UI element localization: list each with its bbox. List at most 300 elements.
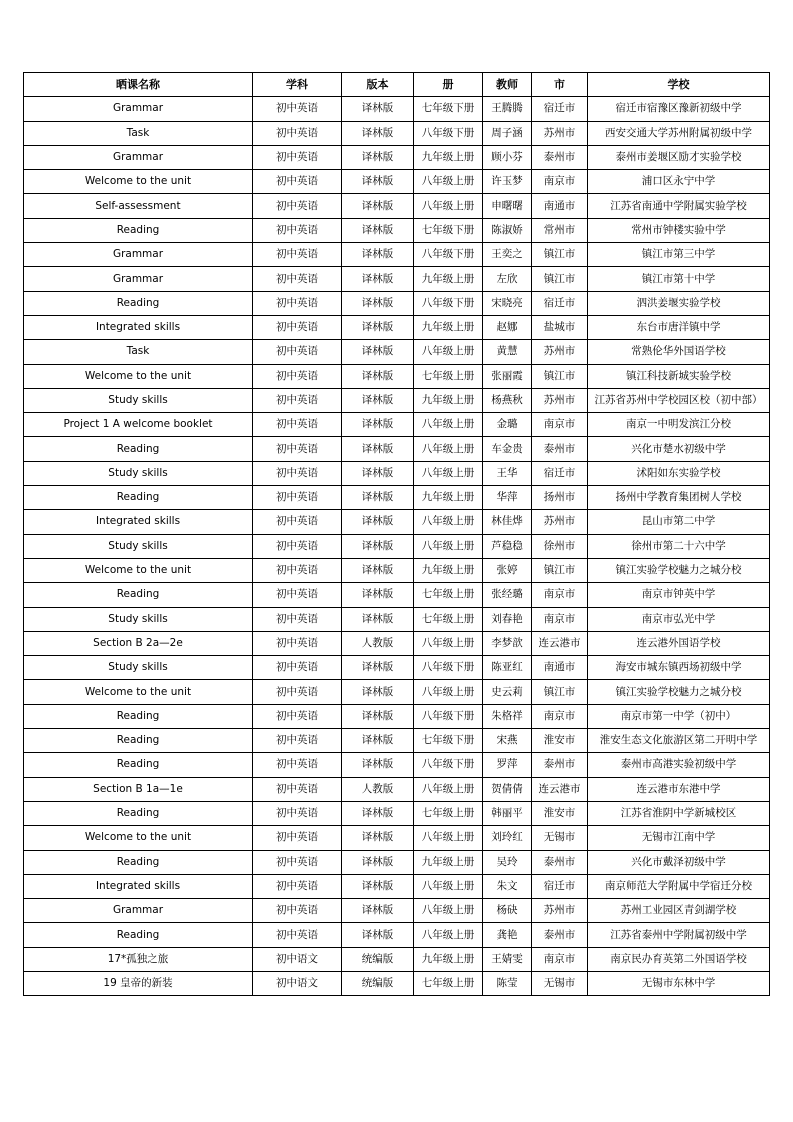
header-edition: 版本 [342,73,414,97]
cell-school: 兴化市戴泽初级中学 [588,850,770,874]
cell-teacher: 杨砄 [483,899,532,923]
cell-school: 江苏省泰州中学附属初级中学 [588,923,770,947]
cell-volume: 八年级上册 [414,437,483,461]
cell-volume: 八年级上册 [414,826,483,850]
cell-subject: 初中英语 [253,291,342,315]
cell-teacher: 龚艳 [483,923,532,947]
cell-edition: 译林版 [342,704,414,728]
cell-city: 常州市 [532,218,588,242]
cell-edition: 译林版 [342,97,414,121]
header-subject: 学科 [253,73,342,97]
cell-volume: 八年级上册 [414,340,483,364]
cell-school: 南京民办育英第二外国语学校 [588,947,770,971]
table-row [24,656,770,680]
cell-lesson-name: Reading [24,704,253,728]
cell-lesson-name: Project 1 A welcome booklet [24,413,253,437]
cell-lesson-name: Grammar [24,899,253,923]
cell-lesson-name: 19 皇帝的新装 [24,971,253,995]
table-row [24,607,770,631]
cell-city: 镇江市 [532,364,588,388]
cell-city: 泰州市 [532,753,588,777]
cell-school: 江苏省苏州中学校园区校（初中部） [588,388,770,412]
cell-edition: 译林版 [342,607,414,631]
table-row [24,145,770,169]
cell-subject: 初中英语 [253,461,342,485]
cell-city: 南通市 [532,656,588,680]
cell-city: 镇江市 [532,243,588,267]
cell-teacher: 金璐 [483,413,532,437]
cell-lesson-name: Self-assessment [24,194,253,218]
table-row [24,826,770,850]
cell-subject: 初中英语 [253,729,342,753]
cell-lesson-name: Grammar [24,243,253,267]
cell-volume: 七年级上册 [414,364,483,388]
table-row [24,315,770,339]
cell-teacher: 宋晓亮 [483,291,532,315]
cell-subject: 初中英语 [253,243,342,267]
cell-school: 南京师范大学附属中学宿迁分校 [588,874,770,898]
cell-volume: 九年级上册 [414,947,483,971]
cell-edition: 译林版 [342,680,414,704]
cell-school: 镇江实验学校魅力之城分校 [588,680,770,704]
cell-school: 泰州市姜堰区励才实验学校 [588,145,770,169]
table-row [24,680,770,704]
cell-edition: 统编版 [342,947,414,971]
cell-school: 兴化市楚水初级中学 [588,437,770,461]
cell-volume: 七年级上册 [414,801,483,825]
cell-volume: 八年级上册 [414,413,483,437]
cell-city: 无锡市 [532,826,588,850]
cell-school: 无锡市江南中学 [588,826,770,850]
cell-school: 南京市第一中学（初中） [588,704,770,728]
cell-school: 南京一中明发滨江分校 [588,413,770,437]
cell-city: 淮安市 [532,729,588,753]
cell-subject: 初中英语 [253,923,342,947]
cell-edition: 译林版 [342,170,414,194]
cell-subject: 初中英语 [253,874,342,898]
cell-volume: 八年级下册 [414,243,483,267]
cell-school: 浦口区永宁中学 [588,170,770,194]
cell-lesson-name: Grammar [24,267,253,291]
cell-teacher: 林佳烨 [483,510,532,534]
header-school: 学校 [588,73,770,97]
cell-teacher: 陈淑娇 [483,218,532,242]
cell-school: 镇江市第十中学 [588,267,770,291]
cell-lesson-name: Study skills [24,461,253,485]
cell-subject: 初中语文 [253,971,342,995]
cell-lesson-name: Reading [24,583,253,607]
cell-teacher: 周子涵 [483,121,532,145]
cell-edition: 译林版 [342,218,414,242]
table-row [24,801,770,825]
cell-volume: 九年级上册 [414,315,483,339]
cell-edition: 译林版 [342,243,414,267]
cell-volume: 八年级上册 [414,899,483,923]
cell-lesson-name: Reading [24,437,253,461]
cell-edition: 译林版 [342,899,414,923]
table-row [24,291,770,315]
cell-lesson-name: Reading [24,218,253,242]
cell-subject: 初中英语 [253,680,342,704]
cell-lesson-name: Integrated skills [24,315,253,339]
cell-city: 淮安市 [532,801,588,825]
cell-teacher: 车金贵 [483,437,532,461]
cell-edition: 译林版 [342,145,414,169]
cell-edition: 译林版 [342,121,414,145]
table-header [24,73,770,97]
cell-city: 徐州市 [532,534,588,558]
cell-teacher: 朱格祥 [483,704,532,728]
cell-teacher: 赵娜 [483,315,532,339]
cell-edition: 译林版 [342,753,414,777]
cell-subject: 初中英语 [253,121,342,145]
cell-edition: 译林版 [342,923,414,947]
cell-teacher: 罗萍 [483,753,532,777]
cell-lesson-name: Grammar [24,145,253,169]
table-row [24,388,770,412]
cell-edition: 译林版 [342,267,414,291]
cell-lesson-name: Study skills [24,656,253,680]
cell-school: 常州市钟楼实验中学 [588,218,770,242]
table-row [24,510,770,534]
cell-lesson-name: Reading [24,850,253,874]
cell-teacher: 李梦歆 [483,631,532,655]
cell-school: 连云港市东港中学 [588,777,770,801]
cell-subject: 初中英语 [253,753,342,777]
table-row [24,899,770,923]
cell-lesson-name: Reading [24,486,253,510]
header-lesson-name: 晒课名称 [24,73,253,97]
table-row [24,364,770,388]
cell-volume: 九年级上册 [414,267,483,291]
header-row [24,73,770,97]
cell-lesson-name: Section B 1a—1e [24,777,253,801]
cell-lesson-name: Integrated skills [24,510,253,534]
cell-teacher: 左欣 [483,267,532,291]
cell-edition: 译林版 [342,315,414,339]
cell-school: 镇江实验学校魅力之城分校 [588,558,770,582]
cell-school: 镇江科技新城实验学校 [588,364,770,388]
cell-edition: 译林版 [342,510,414,534]
table-row [24,121,770,145]
cell-teacher: 华萍 [483,486,532,510]
table-row [24,170,770,194]
cell-school: 沭阳如东实验学校 [588,461,770,485]
cell-teacher: 贺倩倩 [483,777,532,801]
cell-school: 江苏省淮阴中学新城校区 [588,801,770,825]
cell-lesson-name: Section B 2a—2e [24,631,253,655]
cell-volume: 七年级上册 [414,607,483,631]
cell-subject: 初中英语 [253,607,342,631]
table-row [24,97,770,121]
cell-volume: 八年级上册 [414,777,483,801]
cell-subject: 初中英语 [253,315,342,339]
cell-volume: 七年级下册 [414,218,483,242]
cell-edition: 译林版 [342,364,414,388]
cell-school: 连云港外国语学校 [588,631,770,655]
cell-edition: 译林版 [342,388,414,412]
table-row [24,874,770,898]
cell-lesson-name: Task [24,121,253,145]
table-row [24,461,770,485]
cell-city: 苏州市 [532,510,588,534]
cell-lesson-name: Reading [24,291,253,315]
table-body [24,97,770,996]
cell-subject: 初中英语 [253,656,342,680]
cell-school: 海安市城东镇西场初级中学 [588,656,770,680]
cell-subject: 初中英语 [253,583,342,607]
cell-subject: 初中英语 [253,145,342,169]
cell-volume: 九年级上册 [414,145,483,169]
cell-school: 扬州中学教育集团树人学校 [588,486,770,510]
cell-school: 苏州工业园区青剑湖学校 [588,899,770,923]
cell-volume: 七年级上册 [414,971,483,995]
cell-subject: 初中英语 [253,194,342,218]
cell-teacher: 黄慧 [483,340,532,364]
cell-lesson-name: Reading [24,923,253,947]
cell-city: 苏州市 [532,388,588,412]
table-row [24,437,770,461]
cell-lesson-name: Integrated skills [24,874,253,898]
cell-city: 镇江市 [532,267,588,291]
cell-city: 南京市 [532,170,588,194]
cell-lesson-name: Reading [24,753,253,777]
cell-teacher: 陈莹 [483,971,532,995]
cell-city: 泰州市 [532,437,588,461]
cell-volume: 八年级上册 [414,194,483,218]
table-row [24,850,770,874]
cell-lesson-name: Reading [24,801,253,825]
cell-school: 西安交通大学苏州附属初级中学 [588,121,770,145]
cell-volume: 八年级下册 [414,656,483,680]
cell-subject: 初中英语 [253,850,342,874]
cell-school: 泰州市高港实验初级中学 [588,753,770,777]
cell-volume: 七年级下册 [414,729,483,753]
cell-city: 南通市 [532,194,588,218]
cell-lesson-name: 17*孤独之旅 [24,947,253,971]
cell-teacher: 王婧雯 [483,947,532,971]
cell-subject: 初中英语 [253,413,342,437]
cell-teacher: 韩丽平 [483,801,532,825]
cell-volume: 八年级上册 [414,680,483,704]
cell-lesson-name: Welcome to the unit [24,680,253,704]
table-row [24,971,770,995]
cell-volume: 八年级下册 [414,121,483,145]
cell-edition: 译林版 [342,340,414,364]
cell-city: 镇江市 [532,558,588,582]
cell-city: 南京市 [532,704,588,728]
cell-city: 苏州市 [532,340,588,364]
cell-city: 南京市 [532,413,588,437]
table-row [24,753,770,777]
cell-teacher: 刘春艳 [483,607,532,631]
cell-edition: 译林版 [342,729,414,753]
table-row [24,267,770,291]
cell-lesson-name: Study skills [24,534,253,558]
cell-city: 宿迁市 [532,97,588,121]
cell-school: 南京市弘光中学 [588,607,770,631]
cell-volume: 八年级上册 [414,534,483,558]
cell-subject: 初中英语 [253,388,342,412]
cell-volume: 八年级上册 [414,874,483,898]
cell-teacher: 申曙曙 [483,194,532,218]
table-row [24,243,770,267]
cell-school: 宿迁市宿豫区豫新初级中学 [588,97,770,121]
cell-city: 连云港市 [532,631,588,655]
cell-edition: 译林版 [342,826,414,850]
cell-edition: 译林版 [342,850,414,874]
cell-city: 宿迁市 [532,874,588,898]
cell-teacher: 顾小芬 [483,145,532,169]
cell-volume: 七年级上册 [414,583,483,607]
cell-city: 盐城市 [532,315,588,339]
cell-lesson-name: Welcome to the unit [24,364,253,388]
cell-volume: 八年级下册 [414,704,483,728]
cell-school: 江苏省南通中学附属实验学校 [588,194,770,218]
cell-teacher: 张经璐 [483,583,532,607]
cell-edition: 译林版 [342,194,414,218]
cell-edition: 统编版 [342,971,414,995]
cell-edition: 译林版 [342,874,414,898]
cell-volume: 九年级上册 [414,850,483,874]
table-row [24,631,770,655]
cell-city: 扬州市 [532,486,588,510]
cell-city: 苏州市 [532,121,588,145]
cell-subject: 初中英语 [253,826,342,850]
cell-teacher: 陈亚红 [483,656,532,680]
cell-school: 泗洪姜堰实验学校 [588,291,770,315]
cell-edition: 译林版 [342,534,414,558]
header-city: 市 [532,73,588,97]
table-row [24,534,770,558]
cell-subject: 初中英语 [253,899,342,923]
table-row [24,729,770,753]
cell-city: 泰州市 [532,850,588,874]
cell-subject: 初中英语 [253,558,342,582]
cell-subject: 初中英语 [253,218,342,242]
cell-subject: 初中英语 [253,486,342,510]
cell-city: 泰州市 [532,923,588,947]
cell-edition: 译林版 [342,656,414,680]
cell-teacher: 芦稳稳 [483,534,532,558]
cell-lesson-name: Task [24,340,253,364]
cell-lesson-name: Welcome to the unit [24,170,253,194]
cell-school: 常熟伦华外国语学校 [588,340,770,364]
cell-teacher: 许玉梦 [483,170,532,194]
header-teacher: 教师 [483,73,532,97]
cell-subject: 初中英语 [253,267,342,291]
cell-edition: 译林版 [342,583,414,607]
table-row [24,923,770,947]
table-row [24,947,770,971]
cell-teacher: 王腾腾 [483,97,532,121]
table-row [24,194,770,218]
cell-school: 无锡市东林中学 [588,971,770,995]
cell-subject: 初中英语 [253,777,342,801]
cell-school: 淮安生态文化旅游区第二开明中学 [588,729,770,753]
cell-volume: 八年级上册 [414,170,483,194]
cell-lesson-name: Grammar [24,97,253,121]
cell-edition: 译林版 [342,461,414,485]
cell-subject: 初中语文 [253,947,342,971]
cell-volume: 八年级上册 [414,510,483,534]
cell-city: 镇江市 [532,680,588,704]
cell-teacher: 吴玲 [483,850,532,874]
cell-school: 东台市唐洋镇中学 [588,315,770,339]
cell-teacher: 王华 [483,461,532,485]
cell-school: 徐州市第二十六中学 [588,534,770,558]
cell-city: 苏州市 [532,899,588,923]
cell-teacher: 宋燕 [483,729,532,753]
cell-city: 宿迁市 [532,461,588,485]
cell-city: 南京市 [532,607,588,631]
cell-volume: 九年级上册 [414,486,483,510]
cell-subject: 初中英语 [253,364,342,388]
cell-subject: 初中英语 [253,704,342,728]
cell-edition: 译林版 [342,437,414,461]
cell-edition: 译林版 [342,413,414,437]
cell-edition: 人教版 [342,631,414,655]
cell-volume: 七年级下册 [414,97,483,121]
cell-subject: 初中英语 [253,340,342,364]
cell-city: 连云港市 [532,777,588,801]
cell-edition: 译林版 [342,486,414,510]
cell-city: 无锡市 [532,971,588,995]
cell-teacher: 张丽霞 [483,364,532,388]
cell-teacher: 王奕之 [483,243,532,267]
table-row [24,218,770,242]
table-row [24,558,770,582]
cell-school: 昆山市第二中学 [588,510,770,534]
lesson-table [23,72,770,996]
cell-teacher: 刘玲红 [483,826,532,850]
cell-volume: 八年级上册 [414,923,483,947]
cell-volume: 九年级上册 [414,388,483,412]
table-row [24,486,770,510]
header-volume: 册 [414,73,483,97]
cell-volume: 八年级下册 [414,291,483,315]
cell-lesson-name: Reading [24,729,253,753]
cell-subject: 初中英语 [253,170,342,194]
cell-edition: 译林版 [342,801,414,825]
cell-school: 镇江市第三中学 [588,243,770,267]
table-row [24,413,770,437]
cell-lesson-name: Welcome to the unit [24,558,253,582]
cell-teacher: 朱文 [483,874,532,898]
cell-lesson-name: Study skills [24,388,253,412]
cell-edition: 译林版 [342,291,414,315]
cell-teacher: 杨燕秋 [483,388,532,412]
cell-city: 泰州市 [532,145,588,169]
cell-volume: 八年级上册 [414,631,483,655]
cell-volume: 九年级上册 [414,558,483,582]
table-row [24,583,770,607]
cell-city: 宿迁市 [532,291,588,315]
cell-subject: 初中英语 [253,631,342,655]
cell-lesson-name: Study skills [24,607,253,631]
cell-edition: 译林版 [342,558,414,582]
cell-teacher: 张婷 [483,558,532,582]
cell-volume: 八年级上册 [414,461,483,485]
cell-subject: 初中英语 [253,510,342,534]
cell-city: 南京市 [532,947,588,971]
table-row [24,777,770,801]
cell-edition: 人教版 [342,777,414,801]
cell-volume: 八年级下册 [414,753,483,777]
cell-subject: 初中英语 [253,97,342,121]
cell-school: 南京市钟英中学 [588,583,770,607]
cell-subject: 初中英语 [253,801,342,825]
